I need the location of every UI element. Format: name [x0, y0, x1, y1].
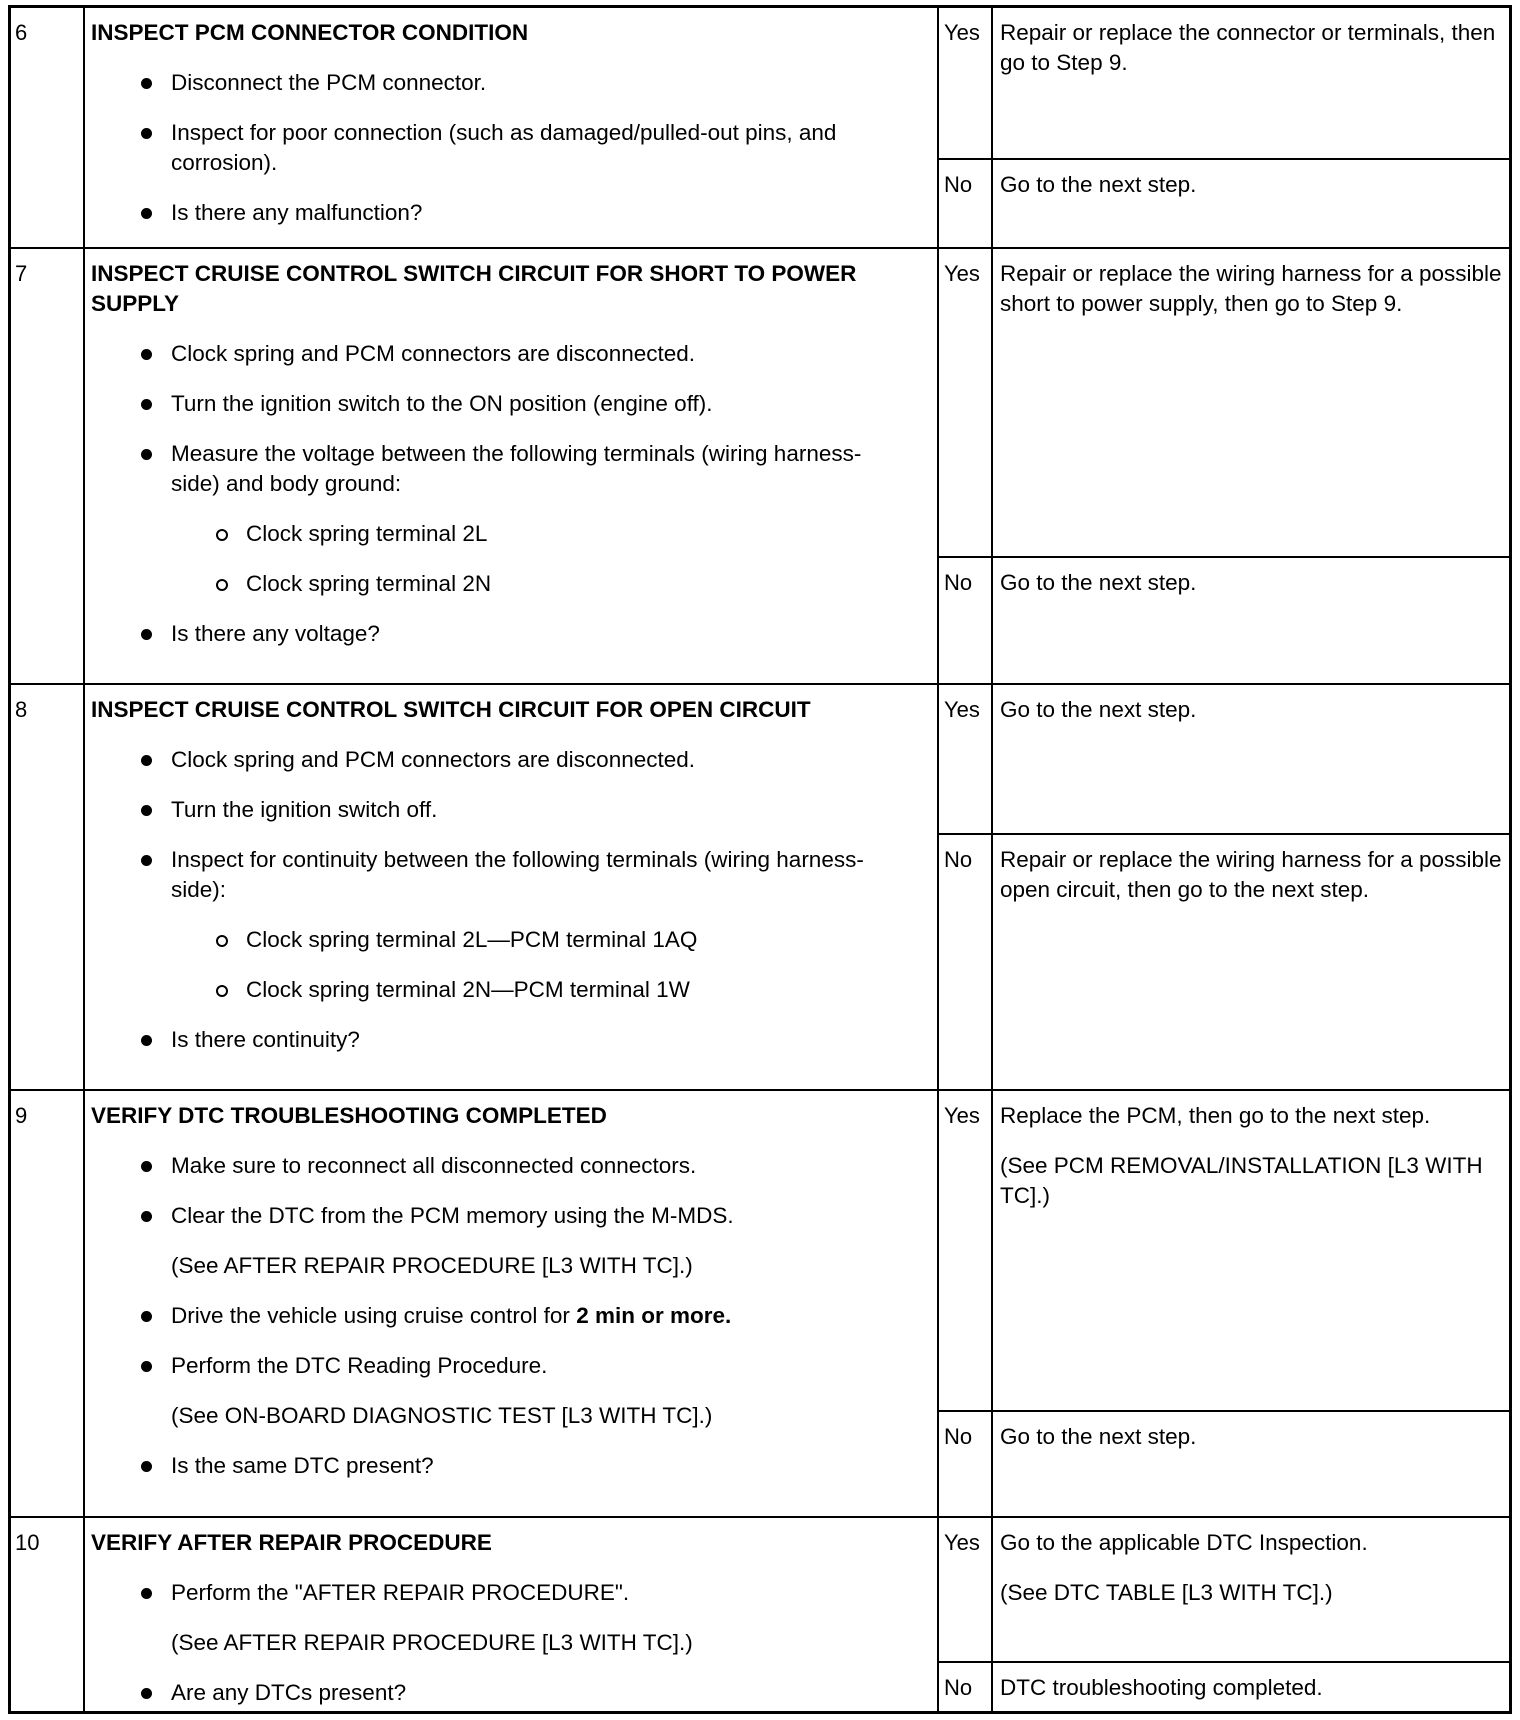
no-action — [993, 1412, 1509, 1516]
list-item: Is there any malfunction? — [91, 198, 937, 228]
yes-label: Yes — [939, 249, 993, 556]
step-instructions — [85, 8, 939, 247]
troubleshooting-table — [8, 5, 1512, 1714]
table-row-step-7 — [11, 249, 1509, 685]
list-item: Clear the DTC from the PCM memory using the M-MDS. — [91, 1201, 937, 1231]
action-text: DTC troubleshooting completed. — [1000, 1675, 1323, 1700]
table-row-step-6 — [11, 8, 1509, 249]
emphasis-text: 2 min or more. — [576, 1303, 732, 1328]
list-item: Inspect for poor connection (such as damaged/pulled-out pins, and corrosion). — [91, 118, 937, 178]
no-action — [993, 1663, 1509, 1711]
list-item: Turn the ignition switch to the ON position (engine off). — [91, 389, 937, 419]
yes-label: Yes — [939, 8, 993, 158]
no-answer — [939, 1663, 1509, 1711]
list-item: Turn the ignition switch off. — [91, 795, 937, 825]
sub-list-item: Clock spring terminal 2N—PCM terminal 1W — [91, 975, 937, 1005]
sub-list-item: Clock spring terminal 2N — [91, 569, 937, 599]
list-item: Is there any voltage? — [91, 619, 937, 649]
no-action — [993, 835, 1509, 1089]
step-title: VERIFY DTC TROUBLESHOOTING COMPLETED — [91, 1103, 607, 1128]
reference-note: (See DTC TABLE [L3 WITH TC].) — [1000, 1580, 1333, 1605]
list-item: Is the same DTC present? — [91, 1451, 937, 1481]
list-item: Are any DTCs present? — [91, 1678, 937, 1708]
action-text: Go to the applicable DTC Inspection. — [1000, 1530, 1368, 1555]
yes-answer — [939, 1091, 1509, 1412]
table-row-step-9 — [11, 1091, 1509, 1518]
step-instructions — [85, 1091, 939, 1516]
sub-list-item: Clock spring terminal 2L—PCM terminal 1AQ — [91, 925, 937, 955]
sub-list-item: Clock spring terminal 2L — [91, 519, 937, 549]
no-label: No — [939, 835, 993, 1089]
list-item: Perform the "AFTER REPAIR PROCEDURE". — [91, 1578, 937, 1608]
yes-action — [993, 685, 1509, 833]
table-row-step-8 — [11, 685, 1509, 1091]
no-label: No — [939, 160, 993, 247]
step-title: VERIFY AFTER REPAIR PROCEDURE — [91, 1530, 492, 1555]
step-title: INSPECT PCM CONNECTOR CONDITION — [91, 20, 529, 45]
action-text: Go to the next step. — [1000, 697, 1197, 722]
step-title: INSPECT CRUISE CONTROL SWITCH CIRCUIT FOR OPEN CIRCUIT — [91, 697, 811, 722]
list-item-text: Drive the vehicle using cruise control for — [171, 1303, 577, 1328]
action-text: Go to the next step. — [1000, 1424, 1197, 1449]
list-item: Is there continuity? — [91, 1025, 937, 1055]
yes-answer — [939, 685, 1509, 835]
yes-answer — [939, 249, 1509, 558]
reference-note: (See PCM REMOVAL/INSTALLATION [L3 WITH TC].) — [1000, 1153, 1483, 1208]
action-text: Go to the next step. — [1000, 172, 1197, 197]
no-answer — [939, 160, 1509, 247]
list-item: Make sure to reconnect all disconnected connectors. — [91, 1151, 937, 1181]
list-item: Clock spring and PCM connectors are disconnected. — [91, 339, 937, 369]
step-number: 9 — [11, 1091, 85, 1516]
yes-action — [993, 8, 1509, 158]
table-row-step-10 — [11, 1518, 1509, 1711]
action-text: Repair or replace the wiring harness for a possible short to power supply, then go to Step 9. — [1000, 261, 1502, 316]
reference-note: (See AFTER REPAIR PROCEDURE [L3 WITH TC].) — [171, 1630, 693, 1655]
no-label: No — [939, 1663, 993, 1711]
yes-label: Yes — [939, 1518, 993, 1661]
reference-note: (See AFTER REPAIR PROCEDURE [L3 WITH TC].) — [171, 1253, 693, 1278]
no-label: No — [939, 1412, 993, 1516]
step-number: 7 — [11, 249, 85, 683]
yes-action — [993, 1091, 1509, 1410]
list-item: Inspect for continuity between the following terminals (wiring harness-side): — [91, 845, 937, 905]
step-number: 8 — [11, 685, 85, 1089]
action-text: Replace the PCM, then go to the next step. — [1000, 1103, 1431, 1128]
no-label: No — [939, 558, 993, 683]
yes-answer — [939, 8, 1509, 160]
no-answer — [939, 835, 1509, 1089]
no-action — [993, 558, 1509, 683]
list-item: Perform the DTC Reading Procedure. — [91, 1351, 937, 1381]
yes-answer — [939, 1518, 1509, 1663]
reference-note: (See ON-BOARD DIAGNOSTIC TEST [L3 WITH TC].) — [171, 1403, 713, 1428]
no-action — [993, 160, 1509, 247]
list-item: Disconnect the PCM connector. — [91, 68, 937, 98]
yes-action — [993, 1518, 1509, 1661]
action-text: Repair or replace the connector or terminals, then go to Step 9. — [1000, 20, 1496, 75]
no-answer — [939, 558, 1509, 683]
step-instructions — [85, 1518, 939, 1711]
yes-label: Yes — [939, 1091, 993, 1410]
no-answer — [939, 1412, 1509, 1516]
step-instructions — [85, 685, 939, 1089]
step-title: INSPECT CRUISE CONTROL SWITCH CIRCUIT FOR SHORT TO POWER SUPPLY — [91, 261, 857, 316]
step-instructions — [85, 249, 939, 683]
step-number: 10 — [11, 1518, 85, 1711]
yes-label: Yes — [939, 685, 993, 833]
action-text: Go to the next step. — [1000, 570, 1197, 595]
yes-action — [993, 249, 1509, 556]
list-item: Clock spring and PCM connectors are disconnected. — [91, 745, 937, 775]
step-number: 6 — [11, 8, 85, 247]
list-item — [91, 1301, 937, 1331]
action-text: Repair or replace the wiring harness for a possible open circuit, then go to the next step. — [1000, 847, 1502, 902]
list-item: Measure the voltage between the following terminals (wiring harness-side) and body ground: — [91, 439, 937, 499]
